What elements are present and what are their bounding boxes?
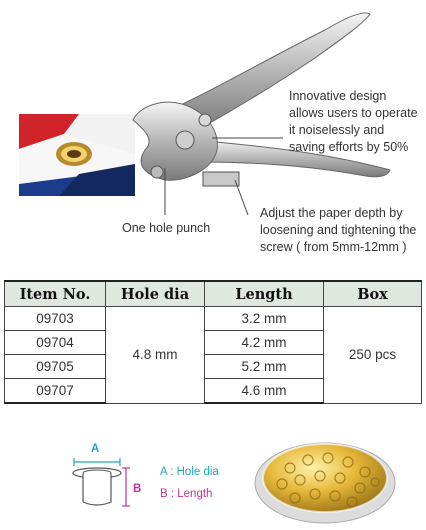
box-cell: 250 pcs [324, 307, 422, 404]
item-no-cell: 09704 [5, 331, 106, 355]
header-length: Length [205, 281, 324, 307]
dimension-a-mark: A [91, 443, 100, 455]
adjust-depth-callout: Adjust the paper depth by loosening and tightening the screw ( from 5mm-12mm ) [260, 206, 417, 254]
header-item-no: Item No. [5, 281, 106, 307]
length-cell: 3.2 mm [205, 307, 324, 331]
dimension-b-mark: B [133, 483, 142, 495]
length-cell: 4.6 mm [205, 379, 324, 404]
table-header-row [5, 281, 422, 307]
header-hole-dia: Hole dia [106, 281, 205, 307]
hole-dia-cell: 4.8 mm [106, 307, 205, 404]
legend-hole-dia: A : Hole dia [160, 466, 219, 478]
length-cell: 5.2 mm [205, 355, 324, 379]
length-cell: 4.2 mm [205, 331, 324, 355]
item-no-cell: 09703 [5, 307, 106, 331]
header-box: Box [324, 281, 422, 307]
item-no-cell: 09707 [5, 379, 106, 404]
item-no-cell: 09705 [5, 355, 106, 379]
spec-table [4, 280, 422, 404]
design-callout: Innovative design allows users to operate it noiselessly and saving efforts by 50% [289, 89, 418, 154]
one-hole-punch-label: One hole punch [122, 221, 211, 235]
eyelet-dimension-diagram [60, 440, 150, 515]
eyelet-jar-photo [250, 428, 400, 528]
table-row [5, 307, 422, 331]
legend-length: B : Length [160, 488, 213, 500]
